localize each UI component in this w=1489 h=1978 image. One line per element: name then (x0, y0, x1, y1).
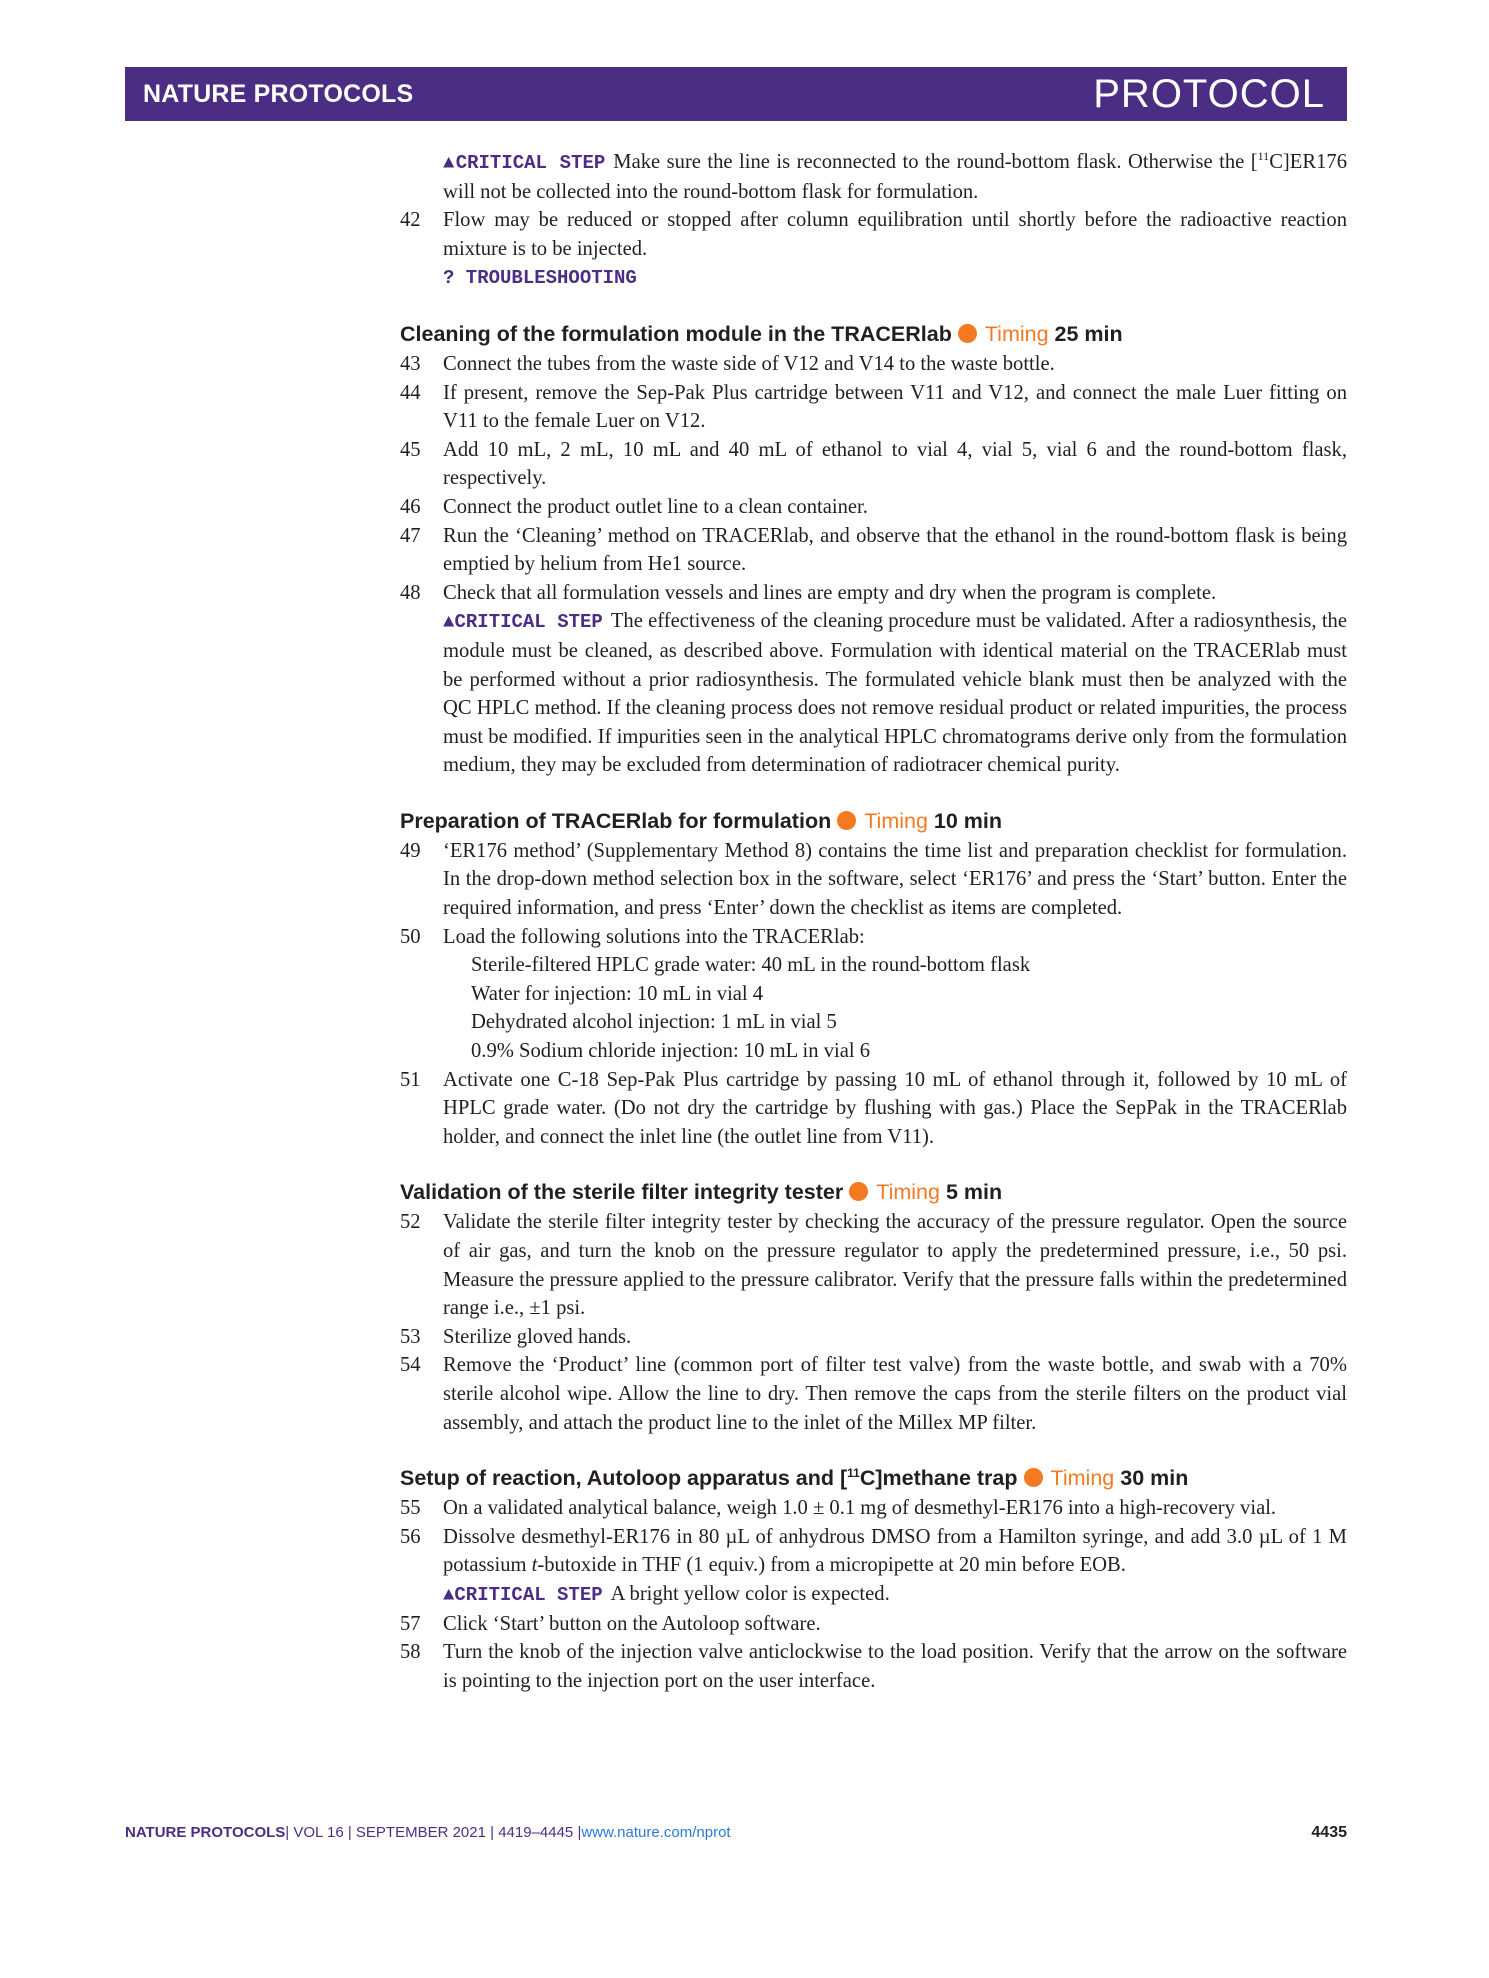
critical-step: ▲CRITICAL STEP Make sure the line is reconnected to the round-bottom flask. Otherwise the [$^{11}$C]ER176 will not be collected into the round-bottom flask for formulation. (443, 149, 1347, 203)
step-text: Check that all formulation vessels and lines are empty and dry when the program is complete. (443, 581, 1217, 604)
step-number: 43 (400, 352, 421, 375)
step-number: 53 (400, 1325, 421, 1348)
step-58 (400, 1638, 1347, 1695)
solution-list-item: Sterile-filtered HPLC grade water: 40 mL in the round-bottom flask (471, 954, 1031, 977)
step-text: ‘ER176 method’ (Supplementary Method 8) contains the time list and preparation checklist for formulation. In the drop-down method selection box in the software, select ‘ER176’ and press the ‘Start’ button. Enter the required information, and press ‘Enter’ down the checklist as items are completed. (443, 839, 1347, 920)
step-56: 56 Dissolve desmethyl-ER176 in 80 µL of anhydrous DMSO from a Hamilton syringe, and add 3.0 µL of 1 M potassium t-butoxide in THF (1 equiv.) from a micropipette at 20 min before EOB. (400, 1523, 1347, 1580)
step-42 (400, 206, 1347, 263)
step-53 (400, 1323, 1347, 1352)
timing-label: Timing (984, 321, 1049, 346)
step-text: Click ‘Start’ button on the Autoloop software. (443, 1612, 821, 1635)
step-46 (400, 493, 1347, 522)
step-number: 50 (400, 925, 421, 948)
step-number: 46 (400, 495, 421, 518)
critical-step-label: ▲CRITICAL STEP (443, 152, 606, 174)
section-heading-validation: Validation of the sterile filter integrity tester Timing 5 min (400, 1180, 1003, 1205)
troubleshooting-ref (400, 263, 1347, 293)
step-number: 58 (400, 1641, 421, 1664)
step-44 (400, 379, 1347, 436)
step-text: Flow may be reduced or stopped after column equilibration until shortly before the radioactive reaction mixture is to be injected. (443, 209, 1347, 260)
step-number: 49 (400, 839, 421, 862)
running-footer (125, 1824, 1347, 1842)
solution-list-item: Water for injection: 10 mL in vial 4 (471, 982, 764, 1005)
step-45 (400, 436, 1347, 493)
solution-list-item: 0.9% Sodium chloride injection: 10 mL in vial 6 (471, 1040, 871, 1063)
step-55 (400, 1494, 1347, 1523)
critical-step (400, 1580, 1347, 1610)
timing-duration: 30 min (1120, 1466, 1189, 1491)
footer-journal: NATURE PROTOCOLS (125, 1824, 286, 1841)
timing-dot-icon (849, 1182, 868, 1201)
step-number: 45 (400, 438, 421, 461)
step-number: 42 (400, 209, 421, 232)
step-text: Activate one C-18 Sep-Pak Plus cartridge by passing 10 mL of ethanol through it, followed by 10 mL of HPLC grade water. (Do not dry the cartridge by flushing with gas.) Place the SepPak in the TRACERlab holder, and connect the inlet line (the outlet line from V11). (443, 1068, 1347, 1148)
step-49 (400, 837, 1347, 923)
step-47 (400, 522, 1347, 579)
step-50 (400, 923, 1347, 952)
step-text: Run the ‘Cleaning’ method on TRACERlab, and observe that the ethanol in the round-bottom flask is being emptied by helium from He1 source. (443, 524, 1347, 576)
timing-duration: 10 min (933, 808, 1003, 833)
timing-duration: 5 min (945, 1180, 1003, 1205)
critical-step-text: A bright yellow color is expected. (610, 1582, 890, 1605)
step-text: Turn the knob of the injection valve anticlockwise to the load position. Verify that the arrow on the software is pointing to the injection port on the user interface. (443, 1641, 1347, 1692)
critical-step (400, 607, 1347, 780)
step-text: Sterilize gloved hands. (443, 1325, 632, 1348)
timing-dot-icon (958, 324, 977, 343)
critical-step-text: The effectiveness of the cleaning procedure must be validated. After a radiosynthesis, the module must be cleaned, as described above. Formulation with identical material on the TRACERlab must be performed without a prior radiosynthesis. The formulated vehicle blank must then be analyzed with the QC HPLC method. If the cleaning process does not remove residual product or related impurities, the process must be modified. If impurities seen in the analytical HPLC chromatograms derive only from the formulation medium, they may be excluded from determination of radiotracer chemical purity. (443, 610, 1347, 777)
step-number: 56 (400, 1525, 421, 1548)
step-52 (400, 1208, 1347, 1322)
journal-name: NATURE PROTOCOLS (143, 79, 414, 108)
timing-label: Timing (876, 1180, 940, 1205)
timing-duration: 25 min (1054, 321, 1123, 346)
step-48 (400, 579, 1347, 608)
timing-label: Timing (864, 808, 928, 833)
step-text: Connect the product outlet line to a clean container. (443, 495, 868, 518)
step-number: 51 (400, 1068, 421, 1091)
page-number: 4435 (1311, 1824, 1347, 1841)
step-43 (400, 350, 1347, 379)
troubleshooting-label: ? TROUBLESHOOTING (443, 267, 637, 290)
timing-dot-icon (837, 811, 856, 830)
step-text: On a validated analytical balance, weigh 1.0 ± 0.1 mg of desmethyl-ER176 into a high-recovery vial. (443, 1497, 1277, 1520)
critical-step-label: ▲CRITICAL STEP (443, 1583, 603, 1606)
running-header (125, 67, 1347, 121)
step-number: 44 (400, 381, 421, 404)
section-heading-preparation: Preparation of TRACERlab for formulation Timing 10 min (400, 808, 1003, 833)
step-number: 55 (400, 1497, 421, 1520)
step-57 (400, 1610, 1347, 1639)
critical-step-label: ▲CRITICAL STEP (443, 611, 603, 634)
step-number: 57 (400, 1612, 421, 1635)
step-number: 54 (400, 1354, 421, 1377)
journal-link[interactable]: www.nature.com/nprot (581, 1824, 731, 1841)
step-51 (400, 1066, 1347, 1152)
step-text: Add 10 mL, 2 mL, 10 mL and 40 mL of ethanol to vial 4, vial 5, vial 6 and the round-bottom flask, respectively. (443, 438, 1347, 490)
step-text: Validate the sterile filter integrity tester by checking the accuracy of the pressure regulator. Open the source of air gas, and turn the knob on the pressure regulator to apply the predetermined pressure, i.e., 50 psi. Measure the pressure applied to the pressure calibrator. Verify that the pressure falls within the predetermined range i.e., ±1 psi. (443, 1211, 1347, 1320)
section-heading-cleaning: Cleaning of the formulation module in the TRACERlab Timing 25 min (400, 321, 1123, 346)
step-text: Remove the ‘Product’ line (common port of filter test valve) from the waste bottle, and swab with a 70% sterile alcohol wipe. Allow the line to dry. Then remove the caps from the sterile filters on the product vial assembly, and attach the product line to the inlet of the Millex MP filter. (443, 1354, 1347, 1434)
timing-dot-icon (1024, 1468, 1043, 1487)
step-number: 47 (400, 524, 421, 547)
step-number: 52 (400, 1211, 421, 1234)
solution-list-item: Dehydrated alcohol injection: 1 mL in vial 5 (471, 1011, 837, 1034)
footer-citation: NATURE PROTOCOLS| VOL 16 | SEPTEMBER 2021 | 4419–4445 |www.nature.com/nprot (125, 1824, 731, 1841)
step-54 (400, 1351, 1347, 1437)
timing-label: Timing (1050, 1466, 1115, 1491)
step-text: If present, remove the Sep-Pak Plus cartridge between V11 and V12, and connect the male Luer fitting on V11 to the female Luer on V12. (443, 381, 1347, 433)
step-text: Connect the tubes from the waste side of V12 and V14 to the waste bottle. (443, 352, 1055, 375)
article-type: PROTOCOL (1093, 71, 1325, 116)
step-text: Load the following solutions into the TRACERlab: (443, 925, 865, 948)
step-number: 48 (400, 581, 421, 604)
section-heading-setup: Setup of reaction, Autoloop apparatus and [$^{11}$C]methane trap Timing 30 min (400, 1466, 1189, 1491)
article-body (400, 148, 1347, 1695)
